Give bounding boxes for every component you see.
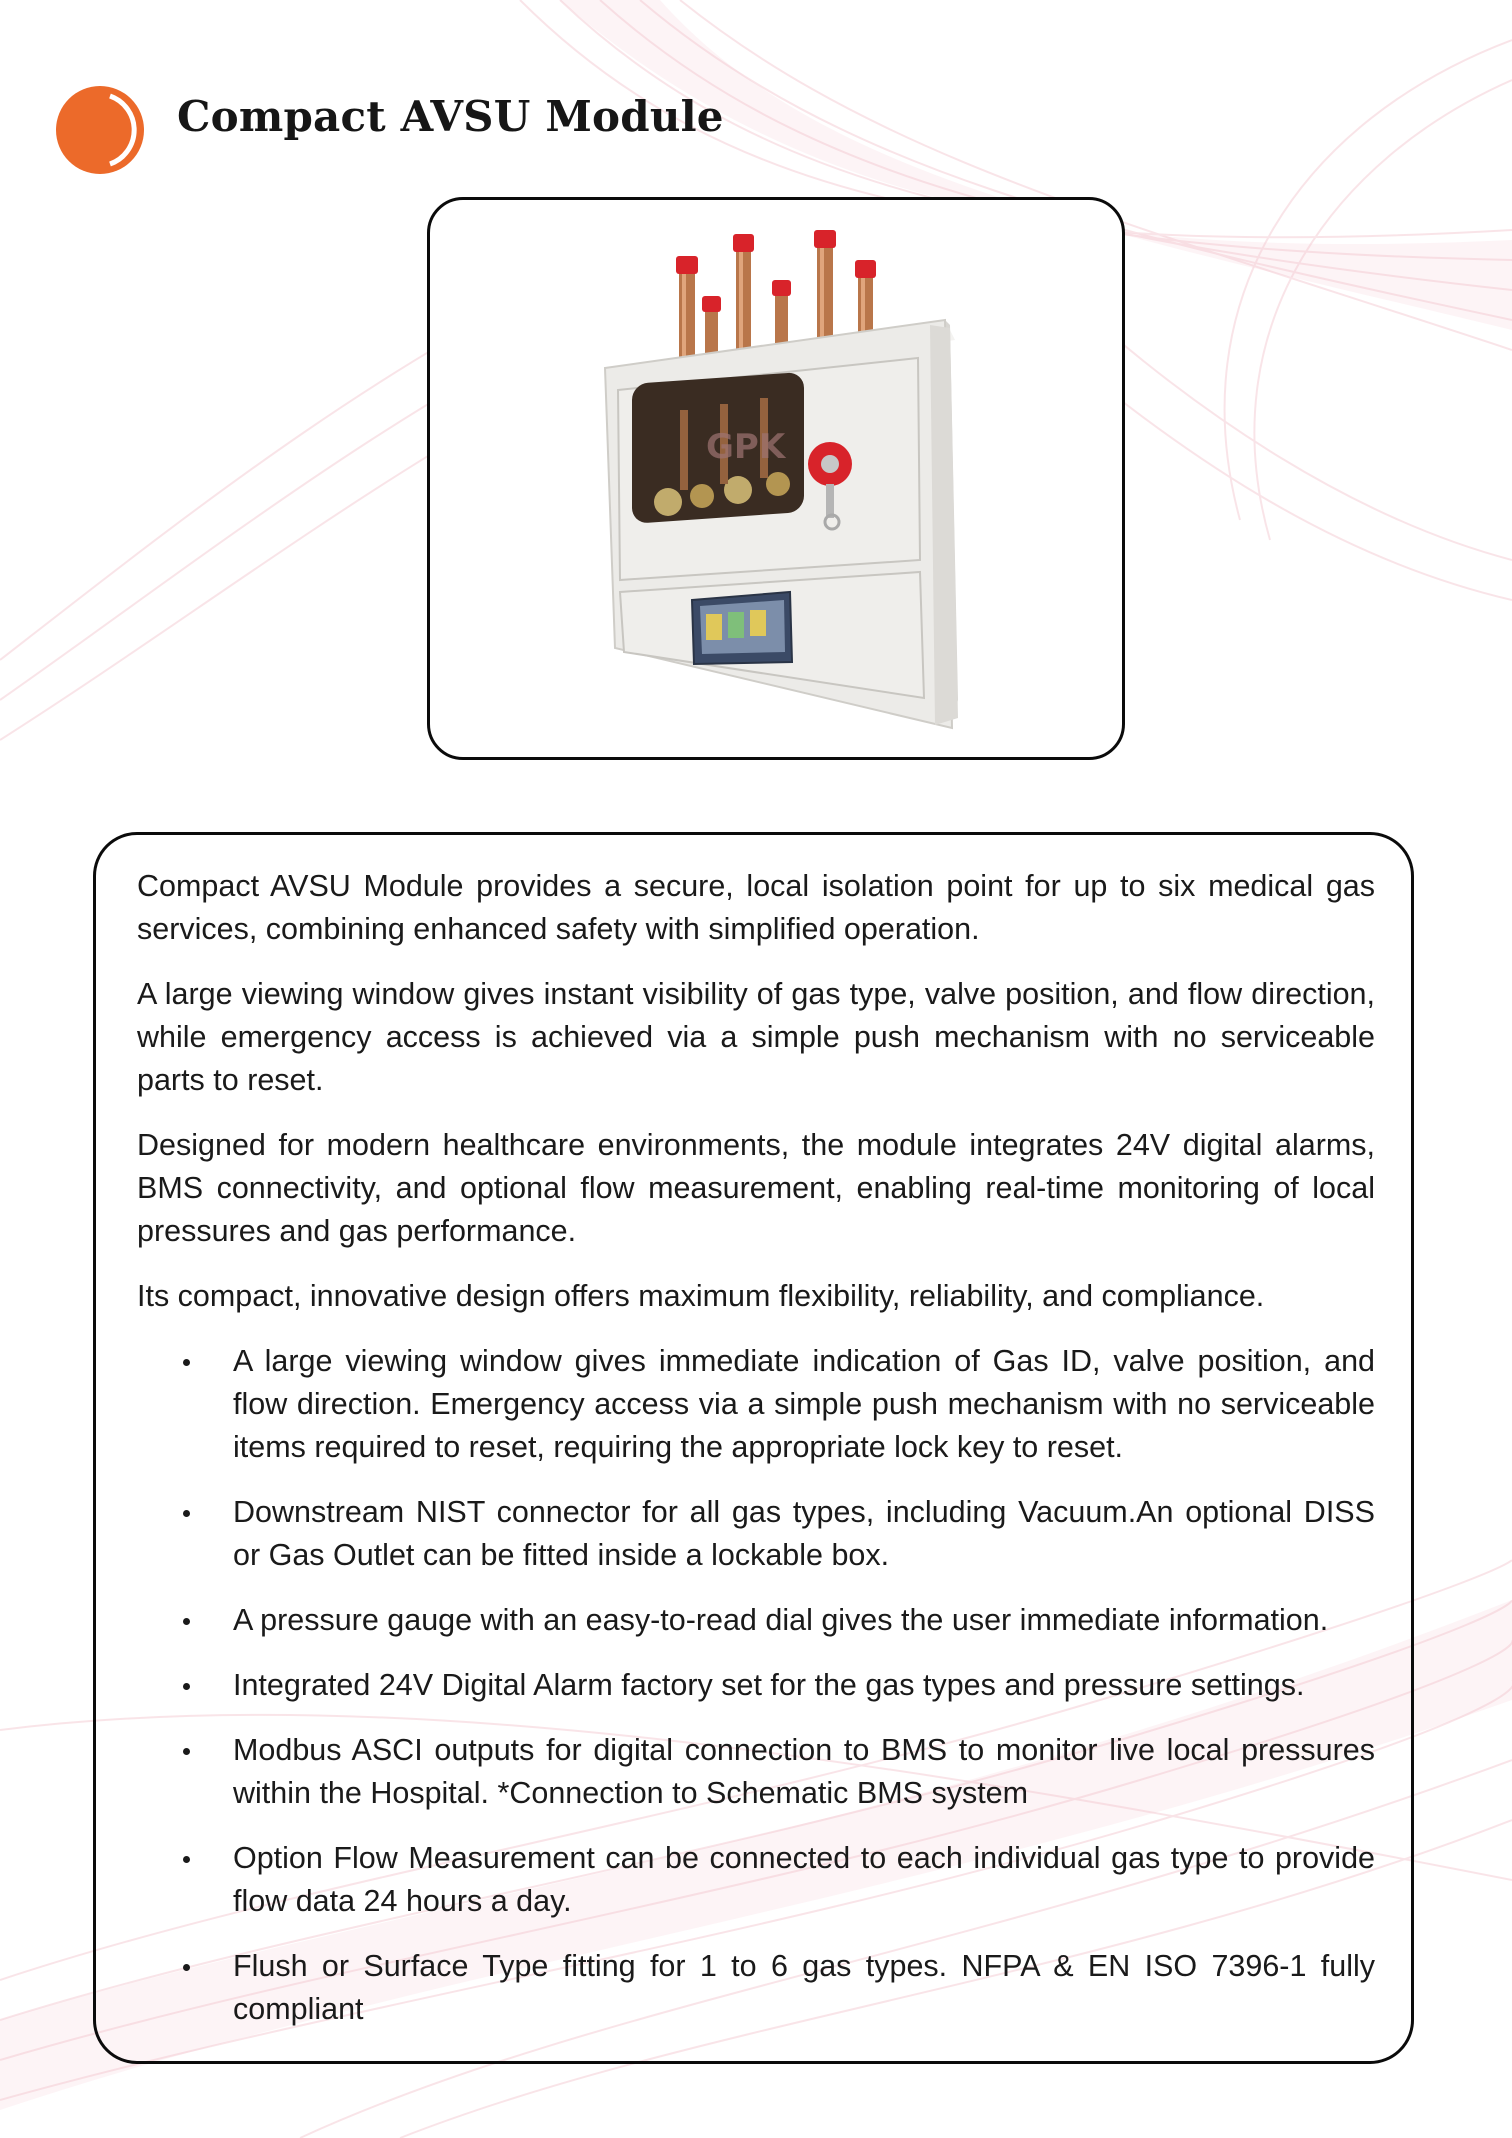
bullet-icon <box>183 1748 190 1755</box>
bullet-icon <box>183 1964 190 1971</box>
feature-list-item <box>137 1599 1375 1642</box>
bullet-icon <box>183 1683 190 1690</box>
feature-list-item <box>137 1491 1375 1577</box>
feature-list-item <box>137 1664 1375 1707</box>
feature-text: A large viewing window gives immediate indication of Gas ID, valve position, and flow direction. Emergency access via a simple push mechanism with no serviceable items required to reset, requiring the appropriate lock key to reset. <box>233 1344 1375 1464</box>
feature-text: Modbus ASCI outputs for digital connection to BMS to monitor live local pressures within the Hospital. *Connection to Schematic BMS system <box>233 1733 1375 1810</box>
window-watermark-text: GPK <box>706 427 786 467</box>
orange-circle-logo-icon <box>56 84 148 176</box>
bullet-icon <box>183 1359 190 1366</box>
feature-text: Downstream NIST connector for all gas types, including Vacuum.An optional DISS or Gas Outlet can be fitted inside a lockable box. <box>233 1495 1375 1572</box>
bullet-icon <box>183 1510 190 1517</box>
feature-list-item <box>137 1729 1375 1815</box>
bullet-icon <box>183 1618 190 1625</box>
feature-text: Integrated 24V Digital Alarm factory set for the gas types and pressure settings. <box>233 1668 1305 1702</box>
feature-text: Flush or Surface Type fitting for 1 to 6 gas types. NFPA & EN ISO 7396-1 fully compliant <box>233 1949 1375 2026</box>
feature-list-item <box>137 1340 1375 1469</box>
feature-list <box>137 1340 1375 2031</box>
feature-list-item <box>137 1945 1375 2031</box>
description-paragraph: Compact AVSU Module provides a secure, local isolation point for up to six medical gas services, combining enhanced safety with simplified operation. <box>137 869 1375 946</box>
description-content <box>137 865 1375 2053</box>
avsu-cabinet-photo-icon <box>430 200 1122 757</box>
bullet-icon <box>183 1856 190 1863</box>
product-image-frame <box>427 197 1125 760</box>
feature-text: A pressure gauge with an easy-to-read dial gives the user immediate information. <box>233 1603 1329 1637</box>
page-title: Compact AVSU Module <box>177 92 724 141</box>
feature-list-item <box>137 1837 1375 1923</box>
description-paragraph: Its compact, innovative design offers maximum flexibility, reliability, and compliance. <box>137 1279 1265 1313</box>
description-paragraph: Designed for modern healthcare environments, the module integrates 24V digital alarms, BMS connectivity, and optional flow measurement, enabling real-time monitoring of local pressures and gas performance. <box>137 1128 1375 1248</box>
description-paragraph: A large viewing window gives instant visibility of gas type, valve position, and flow direction, while emergency access is achieved via a simple push mechanism with no serviceable parts to reset. <box>137 977 1375 1097</box>
description-box <box>93 832 1414 2064</box>
feature-text: Option Flow Measurement can be connected to each individual gas type to provide flow data 24 hours a day. <box>233 1841 1375 1918</box>
